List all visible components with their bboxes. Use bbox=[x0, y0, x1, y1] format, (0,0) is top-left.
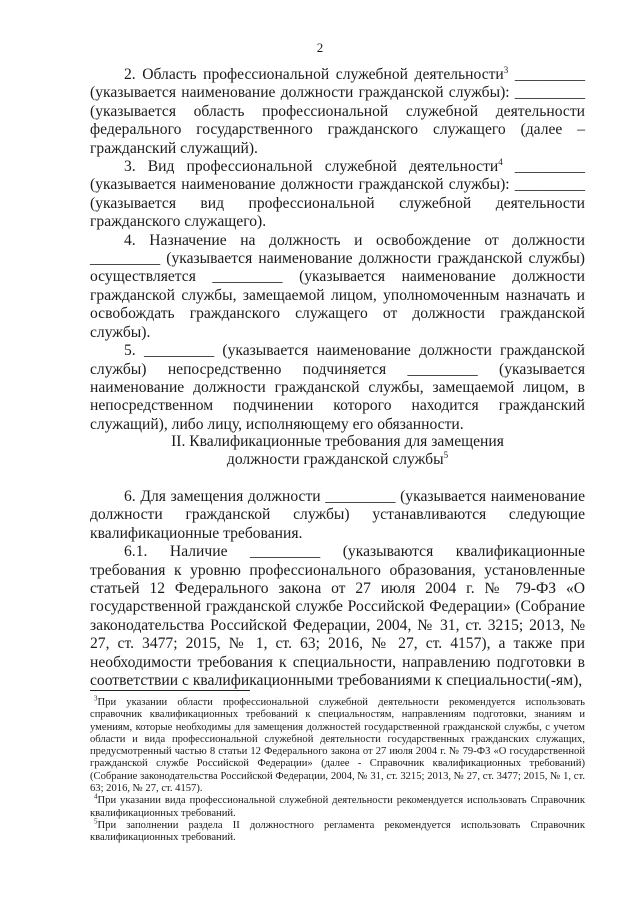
paragraph-5: 5. _________ (указывается наименование должности гражданской службы) непосредственно подчиняется _________ (указывается наименование должности гражданской службы, замещаемой лицом, в непосредственном подчинении которого находится гражданский служащий), либо лицу, исполняющему его обязанности. bbox=[90, 342, 585, 433]
section-heading bbox=[90, 433, 585, 470]
footnotes bbox=[90, 694, 585, 845]
paragraph-2-tail: _________ (указывается наименование должности гражданской службы): _________ (указывается область профессиональной служебной деятельности федерального государственного гражданского служащего (далее – гражданский служащий). bbox=[90, 66, 585, 157]
paragraph-2-text: 2. Область профессиональной служебной деятельности bbox=[124, 66, 504, 83]
section-heading-line-2: должности гражданской службы bbox=[226, 451, 444, 469]
footnote-5 bbox=[90, 817, 585, 845]
paragraph-3-text: 3. Вид профессиональной служебной деятельности bbox=[124, 158, 499, 176]
footnote-ref-3[interactable]: 3 bbox=[503, 64, 509, 75]
footnote-3 bbox=[90, 694, 585, 795]
footnote-ref-5[interactable]: 5 bbox=[443, 450, 449, 461]
footnote-ref-4[interactable]: 4 bbox=[498, 156, 503, 167]
footnote-5-text: При заполнении раздела II должностного регламента рекомендуется использовать Справочник квалификационных требований. bbox=[90, 819, 585, 844]
paragraph-4: 4. Назначение на должность и освобождение от должности _________ (указывается наименование должности гражданской службы) осуществляется _________ (указывается наименование должности гражданской службы, замещаемой лицом, уполномоченным назначать и освобождать гражданского служащего от должности гражданской службы). bbox=[90, 231, 585, 341]
footnote-3-mark: 3 bbox=[94, 694, 98, 703]
footnote-5-mark: 5 bbox=[94, 817, 98, 826]
footnote-separator bbox=[90, 690, 250, 691]
regulation-section-2-body bbox=[90, 488, 585, 690]
footnote-3-text: При указании области профессиональной служебной деятельности рекомендуется использовать справочник квалификационных требований к специальностям, направлениям подготовки, знаниям и умениям, которые необходимы для замещения должностей государственной гражданской службы, с учетом области и вида профессиональной служебной деятельности государственных гражданских служащих, предусмотренный частью 8 статьи 12 Федерального закона от 27 июля 2004 г. № 79-ФЗ «О государственной гражданской службе Российской Федерации» (далее - Справочник квалификационных требований) (Собрание законодательства Российской Федерации, 2004, № 31, ст. 3215; 2013, № 27, ст. 3477; 2015, № 1, ст. 63; 2016, № 27, ст. 4157). bbox=[90, 697, 585, 795]
section-heading-line-2-wrap bbox=[90, 451, 585, 469]
paragraph-6: 6. Для замещения должности _________ (указывается наименование должности гражданской службы) устанавливаются следующие квалификационные требования. bbox=[90, 488, 585, 542]
footnote-4-text: При указании вида профессиональной служебной деятельности рекомендуется использовать Справочник квалификационных требований. bbox=[90, 795, 585, 819]
section-heading-line-1: II. Квалификационные требования для замещения bbox=[171, 433, 504, 450]
footnote-4 bbox=[90, 792, 585, 820]
paragraph-3 bbox=[90, 158, 585, 232]
paragraph-2 bbox=[90, 66, 585, 158]
paragraph-6-1: 6.1. Наличие _________ (указываются квалификационные требования к уровню профессионального образования, установленные статьей 12 Федерального закона от 27 июля 2004 г. № 79-ФЗ «О государственной гражданской службе Российской Федерации» (Собрание законодательства Российской Федерации, 2004, № 31, ст. 3215; 2013, № 27, ст. 3477; 2015, № 1, ст. 63; 2016, № 27, ст. 4157), а также при необходимости требования к специальности, направлению подготовки в соответствии с квалификационными требованиями к специальности(-ям), bbox=[90, 543, 585, 690]
page-number: 2 bbox=[316, 40, 324, 55]
footnote-4-mark: 4 bbox=[94, 792, 98, 801]
paragraph-3-tail: _________ (указывается наименование должности гражданской службы): _________ (указывается вид профессиональной служебной деятельности гражданского служащего). bbox=[90, 158, 585, 231]
regulation-section-1-body bbox=[90, 66, 585, 434]
